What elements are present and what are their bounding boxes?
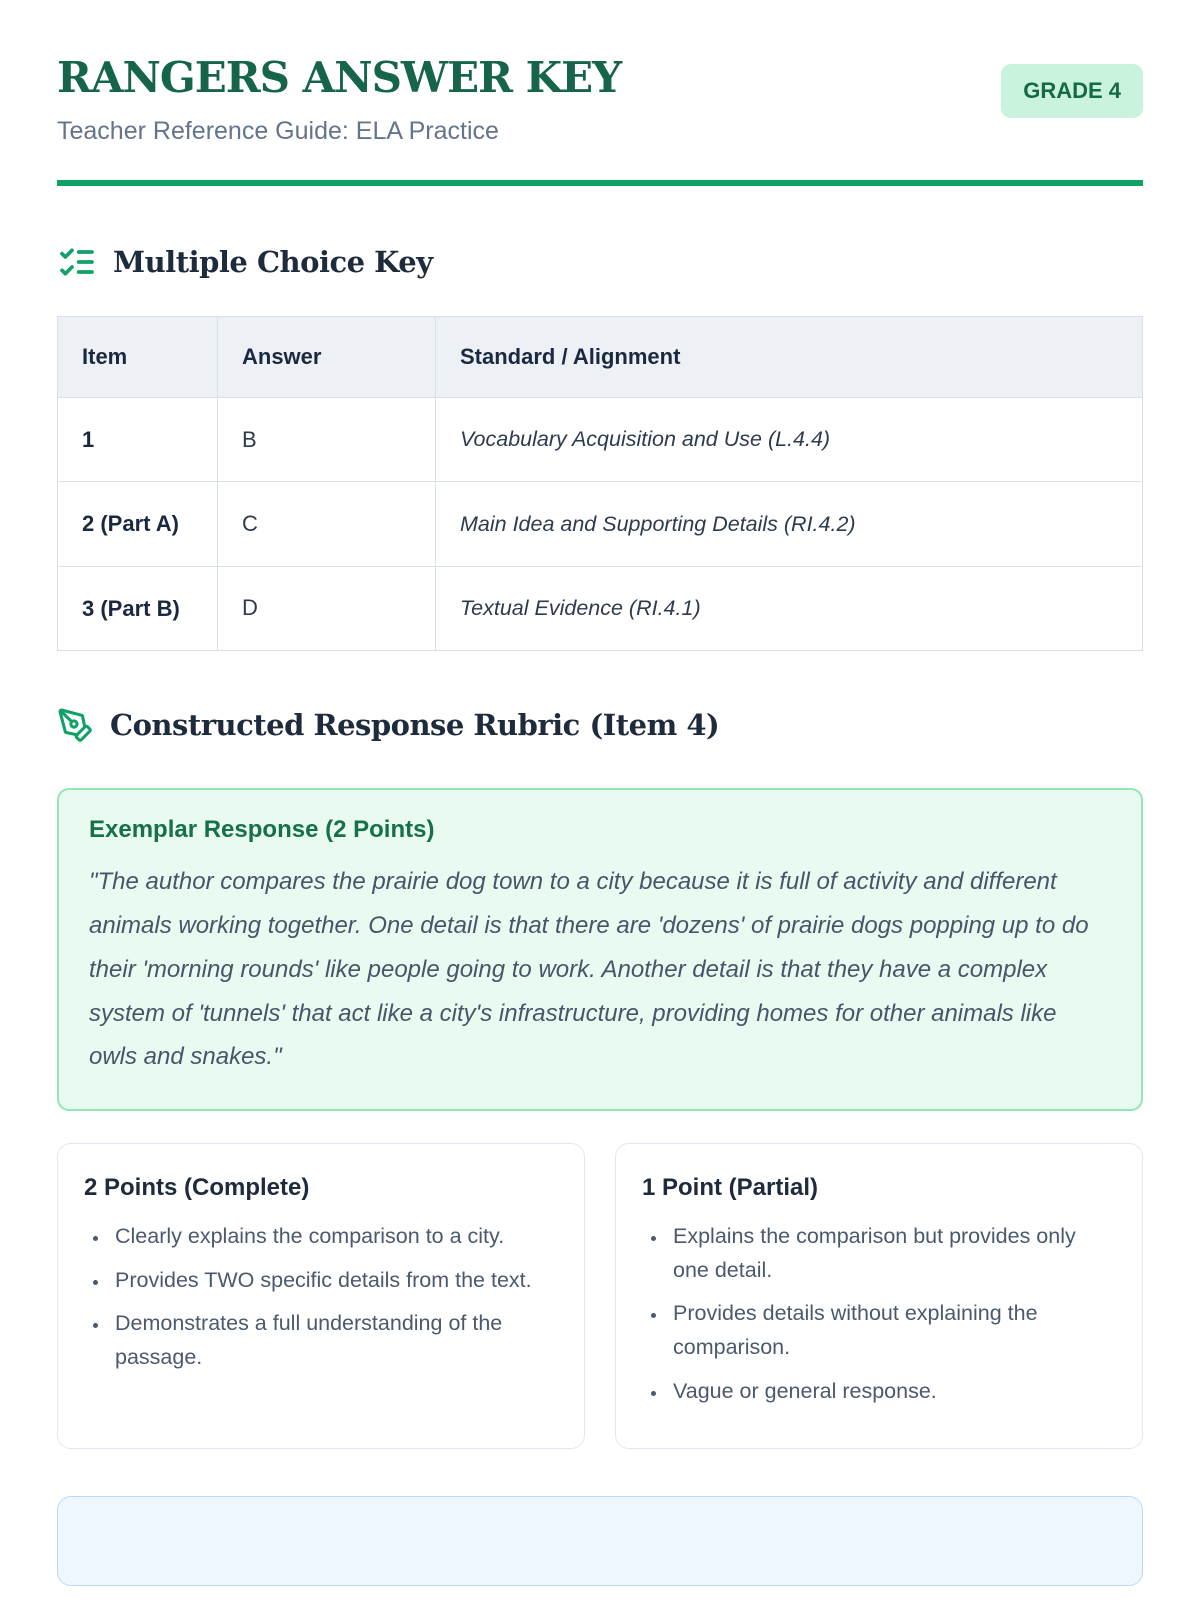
rubric-bullet: • Clearly explains the comparison to a city. [110, 1220, 558, 1254]
score-card-2-points [57, 1143, 585, 1449]
standard-cell: Textual Evidence (RI.4.1) [436, 566, 1143, 650]
table-row [58, 398, 1143, 482]
exemplar-response-title: Exemplar Response (2 Points) [89, 815, 435, 843]
item-cell: 3 (Part B) [58, 566, 218, 650]
standard-cell: Main Idea and Supporting Details (RI.4.2) [436, 482, 1143, 566]
rubric-bullet: • Demonstrates a full understanding of the passage. [110, 1307, 558, 1374]
rubric-bullet: • Vague or general response. [668, 1375, 1116, 1409]
column-header-standard: Standard / Alignment [436, 317, 1143, 398]
standard-cell: Vocabulary Acquisition and Use (L.4.4) [436, 398, 1143, 482]
answer-key-table [57, 316, 1143, 651]
score-card-criteria-list [642, 1220, 1116, 1408]
constructed-response-section-heading [57, 707, 1143, 744]
answer-cell: C [218, 482, 436, 566]
answer-cell: D [218, 566, 436, 650]
page-header [57, 54, 1143, 146]
page-title: RANGERS ANSWER KEY [57, 53, 622, 102]
grade-badge: GRADE 4 [1001, 64, 1143, 118]
section-title-multiple-choice: Multiple Choice Key [113, 245, 433, 280]
answer-cell: B [218, 398, 436, 482]
score-card-title: 2 Points (Complete) [84, 1174, 310, 1202]
exemplar-response-text: "The author compares the prairie dog town to a city because it is full of activity and different animals working together. One detail is that there are 'dozens' of prairie dogs popping up to do their 'morning rounds' like people going to work. Another detail is that they have a complex system of 'tunnels' that act like a city's infrastructure, providing homes for other animals like owls and snakes." [89, 867, 1089, 1071]
exemplar-response-box [57, 788, 1143, 1112]
score-card-1-point [615, 1143, 1143, 1449]
rubric-bullet: • Provides details without explaining the comparison. [668, 1297, 1116, 1364]
table-header-row [58, 317, 1143, 398]
score-card-criteria-list [84, 1220, 558, 1374]
section-title-constructed-response: Constructed Response Rubric (Item 4) [110, 708, 720, 743]
footer-note-box [57, 1496, 1143, 1586]
item-cell: 2 (Part A) [58, 482, 218, 566]
score-card-title: 1 Point (Partial) [642, 1174, 819, 1202]
list-checks-icon [57, 242, 97, 282]
column-header-answer: Answer [218, 317, 436, 398]
rubric-score-cards [57, 1143, 1143, 1449]
item-cell: 1 [58, 398, 218, 482]
header-divider [57, 180, 1143, 186]
rubric-bullet: • Provides TWO specific details from the text. [110, 1264, 558, 1298]
rubric-bullet: • Explains the comparison but provides only one detail. [668, 1220, 1116, 1287]
page-header-text [57, 54, 621, 146]
multiple-choice-section-heading [57, 242, 1143, 282]
table-row [58, 566, 1143, 650]
column-header-item: Item [58, 317, 218, 398]
table-row [58, 482, 1143, 566]
page-subtitle: Teacher Reference Guide: ELA Practice [57, 117, 499, 146]
pen-tool-icon [57, 707, 94, 744]
